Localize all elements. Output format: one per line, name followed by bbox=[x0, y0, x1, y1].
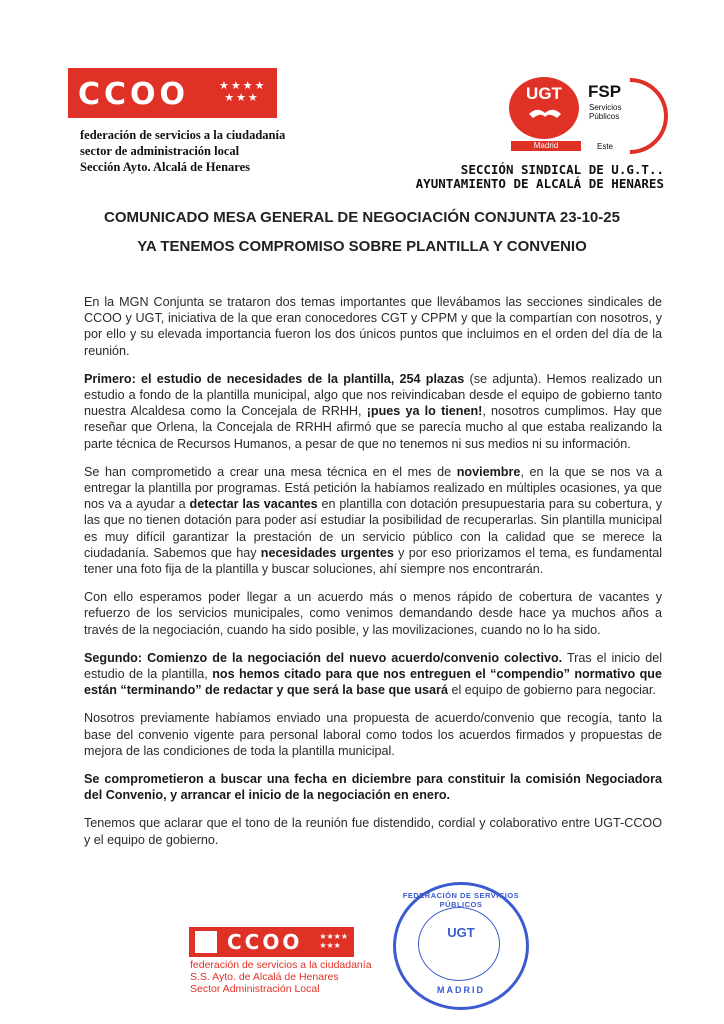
fsp-sub-line: Servicios bbox=[589, 103, 622, 112]
document-title: COMUNICADO MESA GENERAL DE NEGOCIACIÓN CONJUNTA 23-10-25 bbox=[104, 209, 620, 226]
footer-ccoo-line: Sector Administración Local bbox=[190, 983, 320, 995]
paragraph-bold: nos hemos citado para que nos entreguen el “compendio” normativo que están “terminando” de redactar y que será la base que usará bbox=[84, 667, 662, 698]
paragraph-bold: Segundo: Comienzo de la negociación del nuevo acuerdo/convenio colectivo. bbox=[84, 650, 563, 665]
paragraph-text: el equipo de gobierno para negociar. bbox=[447, 683, 656, 698]
paragraph: Tenemos que aclarar que el tono de la reunión fue distendido, cordial y colaborativo entre UGT-CCOO y el equipo de gobierno. bbox=[84, 816, 662, 847]
stamp-inner-ring bbox=[418, 907, 500, 981]
paragraph-bold: ¡pues ya lo tienen! bbox=[366, 404, 483, 419]
ccoo-line: federación de servicios a la ciudadanía bbox=[80, 128, 286, 142]
ccoo-line: sector de administración local bbox=[80, 144, 240, 158]
paragraph-text: y por eso priorizamos el tema, es fundamental tener una foto fija de la plantilla y buscar soluciones, ahí siempre nos encontrarán. bbox=[84, 545, 663, 577]
handshake-icon bbox=[527, 104, 563, 127]
ccoo-logo-text: CCOO bbox=[78, 77, 190, 112]
paragraph-bold: Primero: el estudio de necesidades de la plantilla, 254 plazas bbox=[84, 371, 465, 386]
fsp-subtitle bbox=[589, 103, 621, 121]
paragraph bbox=[84, 771, 662, 803]
stamp-ugt-text: UGT bbox=[447, 925, 475, 940]
document-subtitle: YA TENEMOS COMPROMISO SOBRE PLANTILLA Y CONVENIO bbox=[137, 238, 587, 255]
paragraph: En la MGN Conjunta se trataron dos temas importantes que llevábamos las secciones sindicales de CCOO y UGT, iniciativa de la que eran conocedores CGT y CPPM y que la compartían con nosotros, y por ello y su elevada importancia fueron los dos únicos puntos que incluimos en el orden del día de la reunión. bbox=[84, 295, 662, 358]
paragraph bbox=[84, 371, 662, 452]
footer-ccoo-subtitle bbox=[190, 959, 372, 995]
ugt-section-heading bbox=[416, 163, 664, 191]
ccoo-subtitle bbox=[80, 127, 285, 175]
paragraph-text: Se han comprometido a crear una mesa técnica en el mes de bbox=[84, 464, 457, 479]
fsp-sub-line: Públicos bbox=[589, 112, 620, 121]
ccoo-line: Sección Ayto. Alcalá de Henares bbox=[80, 160, 251, 174]
ccoo-logo bbox=[68, 68, 277, 118]
paragraph-bold: detectar las vacantes bbox=[189, 497, 318, 512]
paragraph-text: , nosotros cumplimos. Hay que reseñar que Orlena, la Concejala de RRHH afirmó que se parecía mucho al que estaba realizando la parte técnica de Recursos Humanos, a pesar de que no tenemos ni sus medios ni su información. bbox=[84, 404, 662, 451]
paragraph: Nosotros previamente habíamos enviado una propuesta de acuerdo/convenio que recogía, tanto la base del convenio vigente para personal laboral como todos los acuerdos firmados y propuestas de mejora de las condiciones de toda la plantilla municipal. bbox=[84, 711, 662, 758]
paragraph-text: (se adjunta). Hemos realizado un estudio a fondo de la plantilla municipal, algo que nos reivindicaban desde el equipo de gobierno tanto nuestra Alcaldesa como la Concejala de RRHH, bbox=[84, 371, 662, 419]
paragraph-text: Tras el inicio del estudio de la plantilla, bbox=[84, 650, 662, 682]
ccoo-stars-icon: ★★★★ ★★★ bbox=[319, 932, 348, 950]
stamp-top-text: FEDERACIÓN DE SERVICIOS PÚBLICOS bbox=[402, 891, 520, 909]
ugt-logo-text: UGT bbox=[526, 84, 562, 103]
footer-ccoo-line: S.S. Ayto. de Alcalá de Henares bbox=[190, 971, 339, 983]
footer-ccoo-line: federación de servicios a la ciudadanía bbox=[190, 959, 372, 971]
paragraph bbox=[84, 464, 662, 577]
footer-ccoo-text: CCOO bbox=[227, 930, 303, 954]
paragraph bbox=[84, 650, 662, 699]
fsp-region: Este bbox=[597, 142, 614, 151]
stamp-bottom-text: MADRID bbox=[437, 985, 485, 995]
paragraph-bold: Se comprometieron a buscar una fecha en diciembre para constituir la comisión Negociadora del Convenio, y arrancar el inicio de la negociación en enero. bbox=[84, 772, 662, 803]
paragraph-text: , en la que se nos va a entregar la plantilla por programas. Está petición la habíamos realizado en múltiples ocasiones, ya que nos va a ayudar a bbox=[84, 464, 662, 512]
ugt-section-line: SECCIÓN SINDICAL DE U.G.T.. bbox=[460, 162, 664, 177]
paragraph-bold: noviembre bbox=[456, 464, 521, 479]
ugt-section-line: AYUNTAMIENTO DE ALCALÁ DE HENARES bbox=[415, 176, 664, 191]
ccoo-emblem-icon bbox=[195, 931, 217, 953]
footer-ccoo-logo bbox=[189, 927, 354, 957]
document-body bbox=[84, 294, 662, 860]
ugt-place: Madrid bbox=[511, 141, 581, 151]
paragraph: Con ello esperamos poder llegar a un acuerdo más o menos rápido de cobertura de vacantes y refuerzo de los servicios municipales, como venimos demandando desde hace ya muchos años a través de la negociación, cuando ha sido posible, y las movilizaciones, cuando no lo ha sido. bbox=[84, 590, 662, 637]
ugt-rubber-stamp bbox=[393, 882, 529, 1010]
ccoo-stars-icon: ★★★★ ★★★ bbox=[219, 80, 267, 104]
fsp-logo-text: FSP bbox=[588, 82, 622, 101]
paragraph-text: en plantilla con dotación presupuestaria para su cobertura, y las que no tienen dotación para poder así estudiar la posibilidad de recuperarlas. Sin plantilla municipal es muy difícil garantizar la prestación de un servicio público con la calidad que se merece la ciudadanía. Sabemos que hay bbox=[84, 497, 662, 560]
paragraph-bold: necesidades urgentes bbox=[260, 545, 394, 560]
